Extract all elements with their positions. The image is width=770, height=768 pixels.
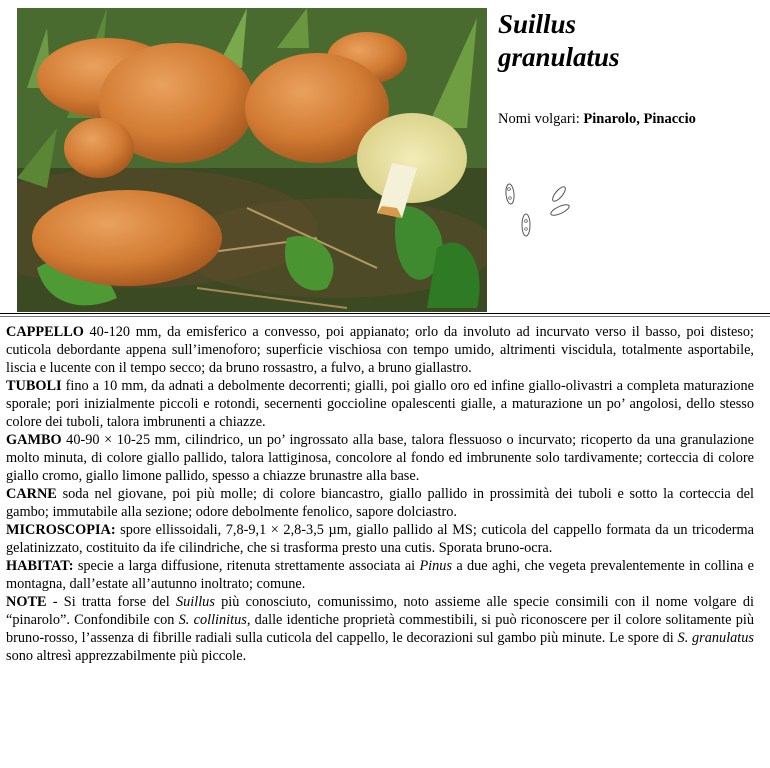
spore-1 (505, 184, 515, 205)
species-title (498, 8, 758, 74)
common-names (498, 110, 763, 128)
paragraph-habitat: HABITAT: specie a larga diffusione, ritenuta strettamente associata ai Pinus a due aghi, che vegeta prevalentemente in collina e montagna, dall’estate all’autunno inoltrato; comune. (6, 558, 754, 592)
paragraph-gambo: GAMBO 40-90 × 10-25 mm, cilindrico, un po’ ingrossato alla base, talora flessuoso o incurvato; ricoperto da una granulazione molto minuta, di colore giallo pallido, talora lattiginosa, concolore al fondo ed imbrunente solo tardivamente; corteccia di colore giallo cromo, giallo limone pallido, spesso a chiazze brunastre alla base. (6, 432, 754, 484)
common-names-label: Nomi volgari: (498, 111, 580, 127)
paragraph-microscopia: MICROSCOPIA: spore ellissoidali, 7,8-9,1 × 2,8-3,5 µm, giallo pallido al MS; cuticola del cappello formata da un tricoderma gelatinizzato, costituito da ife cilindriche, che si trasforma presto una cutis. Sporata bruno-ocra. (6, 522, 754, 556)
section-divider (0, 313, 770, 317)
paragraph-note: NOTE - Si tratta forse del Suillus più conosciuto, comunissimo, noto assieme alle specie consimili con il nome volgare di “pinarolo”. Confondibile con S. collinitus, dalle identiche proprietà commestibili, si può riconoscere per il colore solitamente più bruno-rosso, l’assenza di fibrille radiali sulla cuticola del cappello, le decorazioni sul gambo più minute. Le spore di S. granulatus sono altresì apprezzabilmente più piccole. (6, 594, 754, 664)
paragraph-cappello: CAPPELLO 40-120 mm, da emisferico a convesso, poi appianato; orlo da involuto ad incurvato verso il basso, poi disteso; cuticola debordante appena sull’imenoforo; superficie vischiosa con tempo umido, altrimenti viscidula, totalmente asportabile, liscia e lucente con il tempo secco; da bruno rossastro, a fulvo, a bruno giallastro. (6, 324, 754, 376)
paragraph-tuboli: TUBOLI fino a 10 mm, da adnati a debolmente decorrenti; gialli, poi giallo oro ed infine giallo-olivastri a completa maturazione sporale; pori inizialmente piccoli e rotondi, secernenti goccioline opalescenti gialle, a maturazione un po’ angolosi, dello stesso colore dei tuboli, talora imbrunenti a chiazze. (6, 378, 754, 430)
genus-name: Suillus (498, 9, 577, 39)
spore-4 (549, 203, 570, 218)
species-epithet: granulatus (498, 42, 620, 72)
paragraph-carne: CARNE soda nel giovane, poi più molle; di colore biancastro, giallo pallido in prossimità dei tuboli e sotto la corteccia del gambo; immutabile alla sezione; odore debolmente fenolico, sapore dolciastro. (6, 486, 754, 520)
common-names-value: Pinarolo, Pinaccio (583, 111, 696, 127)
spore-2 (522, 214, 530, 236)
description (6, 323, 754, 665)
spore-3 (551, 185, 568, 203)
spore-drawing (500, 178, 580, 242)
mushroom-photo (17, 8, 487, 312)
